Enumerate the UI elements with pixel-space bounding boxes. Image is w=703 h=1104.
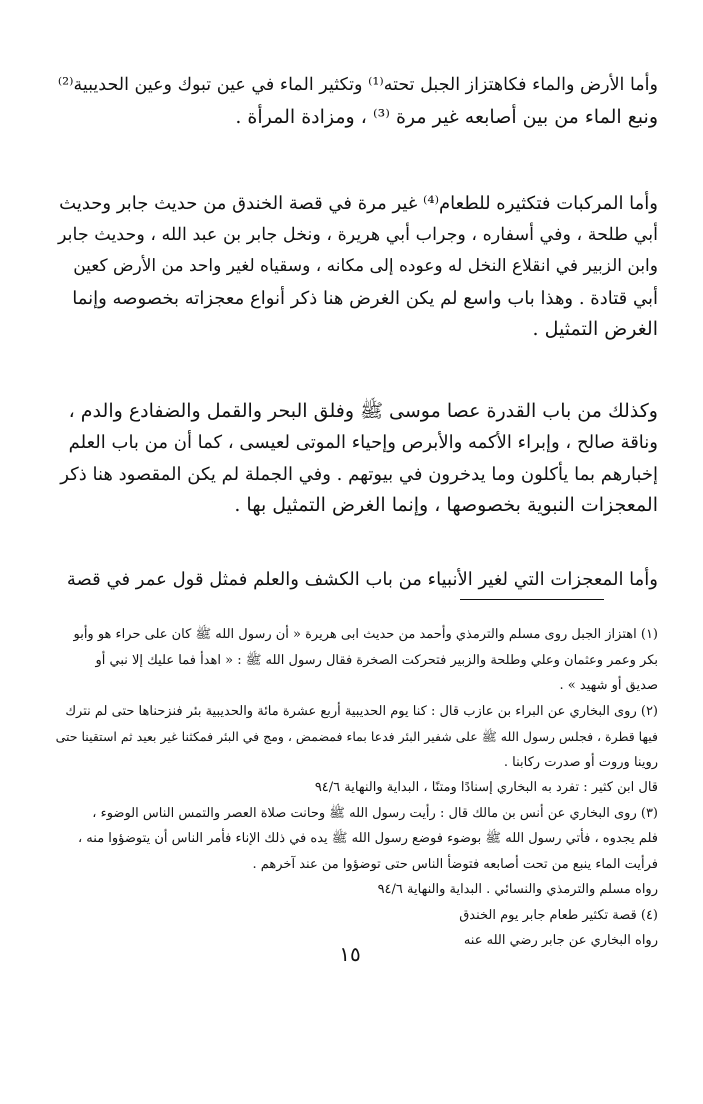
footnote-line: بكر وعمر وعثمان وعلي وطلحة والزبير فتحركت الصخرة فقال رسول الله ﷺ : « اهدأ فما عليك إلا نبي أو bbox=[95, 652, 658, 668]
text-line: إخبارهم بما يأكلون وما يدخرون في بيوتهم . وفي الجملة لم يكن المقصود هنا ذكر bbox=[60, 463, 658, 485]
footnote-line: رواه مسلم والترمذي والنسائي . البداية والنهاية ٩٤/٦ bbox=[377, 882, 658, 897]
paragraph-earth-water bbox=[58, 70, 658, 133]
text-line: أبي قتادة . وهذا باب واسع لم يكن الغرض هنا ذكر أنواع معجزاته بخصوصه وإنما bbox=[72, 287, 658, 309]
footnote-3-source bbox=[48, 877, 658, 903]
text-line: وكذلك من باب القدرة عصا موسى ﷺ وفلق البحر والقمل والضفادع والدم ، bbox=[68, 399, 658, 422]
text-line: ونبع الماء من بين أصابعه غير مرة ⁽³⁾ ، ومزادة المرأة . bbox=[235, 105, 658, 128]
footnote-line: (١) اهتزاز الجبل روى مسلم والترمذي وأحمد من حديث ابى هريرة « أن رسول الله ﷺ كان على حراء هو وأبو bbox=[73, 627, 658, 642]
footnote-line: قال ابن كثير : تفرد به البخاري إسنادًا ومتنًا ، البداية والنهاية ٩٤/٦ bbox=[314, 780, 658, 795]
text-line: وناقة صالح ، وإبراء الأكمه والأبرص وإحياء الموتى لعيسى ، كما أن من باب العلم bbox=[68, 432, 658, 453]
text-line: وأما المركبات فتكثيره للطعام⁽⁴⁾ غير مرة في قصة الخندق من حديث جابر وحديث bbox=[59, 193, 658, 214]
footnote-2-source bbox=[48, 775, 658, 801]
footnote-3 bbox=[48, 801, 658, 878]
footnote-line: فلم يجدوه ، فأتي رسول الله ﷺ بوضوء فوضع رسول الله ﷺ يده في ذلك الإناء فأمر الناس أن يتوضؤوا منه ، bbox=[77, 831, 658, 846]
footnote-line: رواه البخاري عن جابر رضي الله عنه bbox=[463, 933, 658, 948]
footnote-line: (٤) قصة تكثير طعام جابر يوم الخندق bbox=[459, 907, 658, 923]
text-line: أبي طلحة ، وفي أسفاره ، وجراب أبي هريرة ، ونخل جابر بن عبد الله ، وحديث جابر bbox=[58, 224, 658, 245]
footnote-2 bbox=[48, 699, 658, 776]
text-line: وابن الزبير في انقلاع النخل له وعوده إلى مكانه ، وسقياه لغير واحد من الأرض كعين bbox=[73, 256, 658, 276]
paragraph-non-prophet-miracles bbox=[58, 564, 658, 596]
footnote-line: صديق أو شهيد » . bbox=[559, 678, 658, 693]
footnote-separator bbox=[460, 599, 604, 600]
page-number: ١٥ bbox=[339, 942, 361, 966]
main-text bbox=[58, 70, 658, 595]
footnote-4 bbox=[48, 903, 658, 929]
paragraph-compound-miracles bbox=[58, 188, 658, 346]
paragraph-power-miracles bbox=[58, 396, 658, 522]
footnote-line: فيها قطرة ، فجلس رسول الله ﷺ على شفير البئر فدعا بماء فمضمض ، ومج في البئر فمكثنا غير بعيد ثم استقينا حتى bbox=[55, 729, 658, 744]
text-line: الغرض التمثيل . bbox=[532, 318, 658, 340]
footnote-line: روينا وروت أو صدرت ركابنا . bbox=[503, 754, 658, 770]
footnote-1 bbox=[48, 622, 658, 699]
text-line: وأما الأرض والماء فكاهتزاز الجبل تحته⁽¹⁾ وتكثير الماء في عين تبوك وعين الحديبية⁽²⁾ bbox=[57, 75, 658, 95]
text-line: المعجزات النبوية بخصوصها ، وإنما الغرض التمثيل بها . bbox=[234, 494, 658, 516]
text-line: وأما المعجزات التي لغير الأنبياء من باب الكشف والعلم فمثل قول عمر في قصة bbox=[66, 568, 658, 590]
footnote-line: (٣) روى البخاري عن أنس بن مالك قال : رأيت رسول الله ﷺ وحانت صلاة العصر والتمس الناس الوضوء ، bbox=[92, 805, 658, 821]
footnotes bbox=[48, 622, 658, 954]
footnote-line: (٢) روى البخاري عن البراء بن عازب قال : كنا يوم الحديبية أربع عشرة مائة والحديبية بئر فنزحناها حتى لم نترك bbox=[65, 703, 658, 719]
footnote-line: فرأيت الماء ينبع من تحت أصابعه فتوضأ الناس حتى توضؤوا من عند آخرهم . bbox=[252, 856, 658, 872]
